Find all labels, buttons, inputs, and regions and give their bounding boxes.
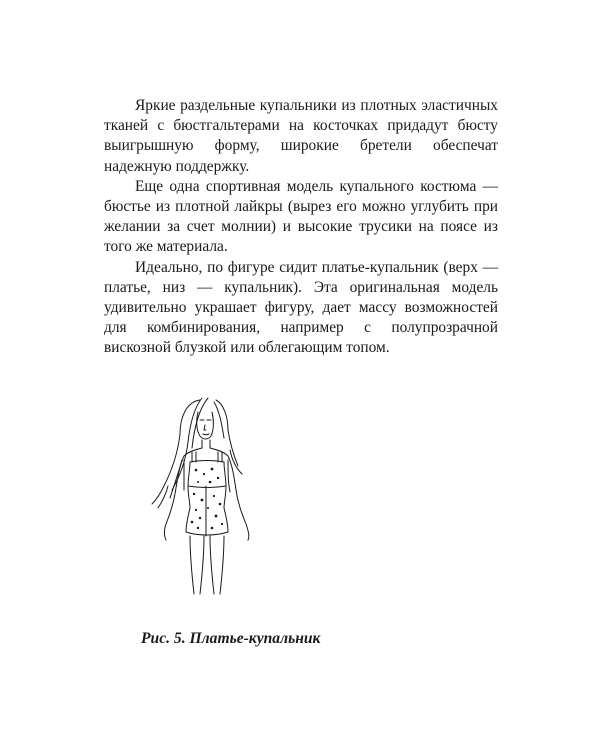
paragraph-2: Еще одна спортивная модель купального костюма — бюстье из плотной лайкры (вырез его можно углубить при желании за счет молнии) и высокие трусики на поясе из того же материала. (104, 177, 498, 256)
paragraph-1: Яркие раздельные купальники из плотных эластичных тканей с бюстгальтерами на косточках придадут бюсту выигрышную форму, широкие бретели обеспечат надежную поддержку. (104, 97, 498, 175)
woman-in-swim-dress-drawing (138, 390, 288, 610)
figure-caption: Рис. 5. Платье-купальник (141, 630, 321, 647)
body-text (104, 96, 498, 359)
paragraph-3: Идеально, по фигуре сидит платье-купальник (верх — платье, низ — купальник). Эта оригинальная модель удивительно украшает фигуру, дает массу возможностей для комбинирования, например с полупрозрачной вискозной блузкой или облегающим топом. (104, 258, 498, 357)
swim-dress-illustration (138, 390, 288, 610)
